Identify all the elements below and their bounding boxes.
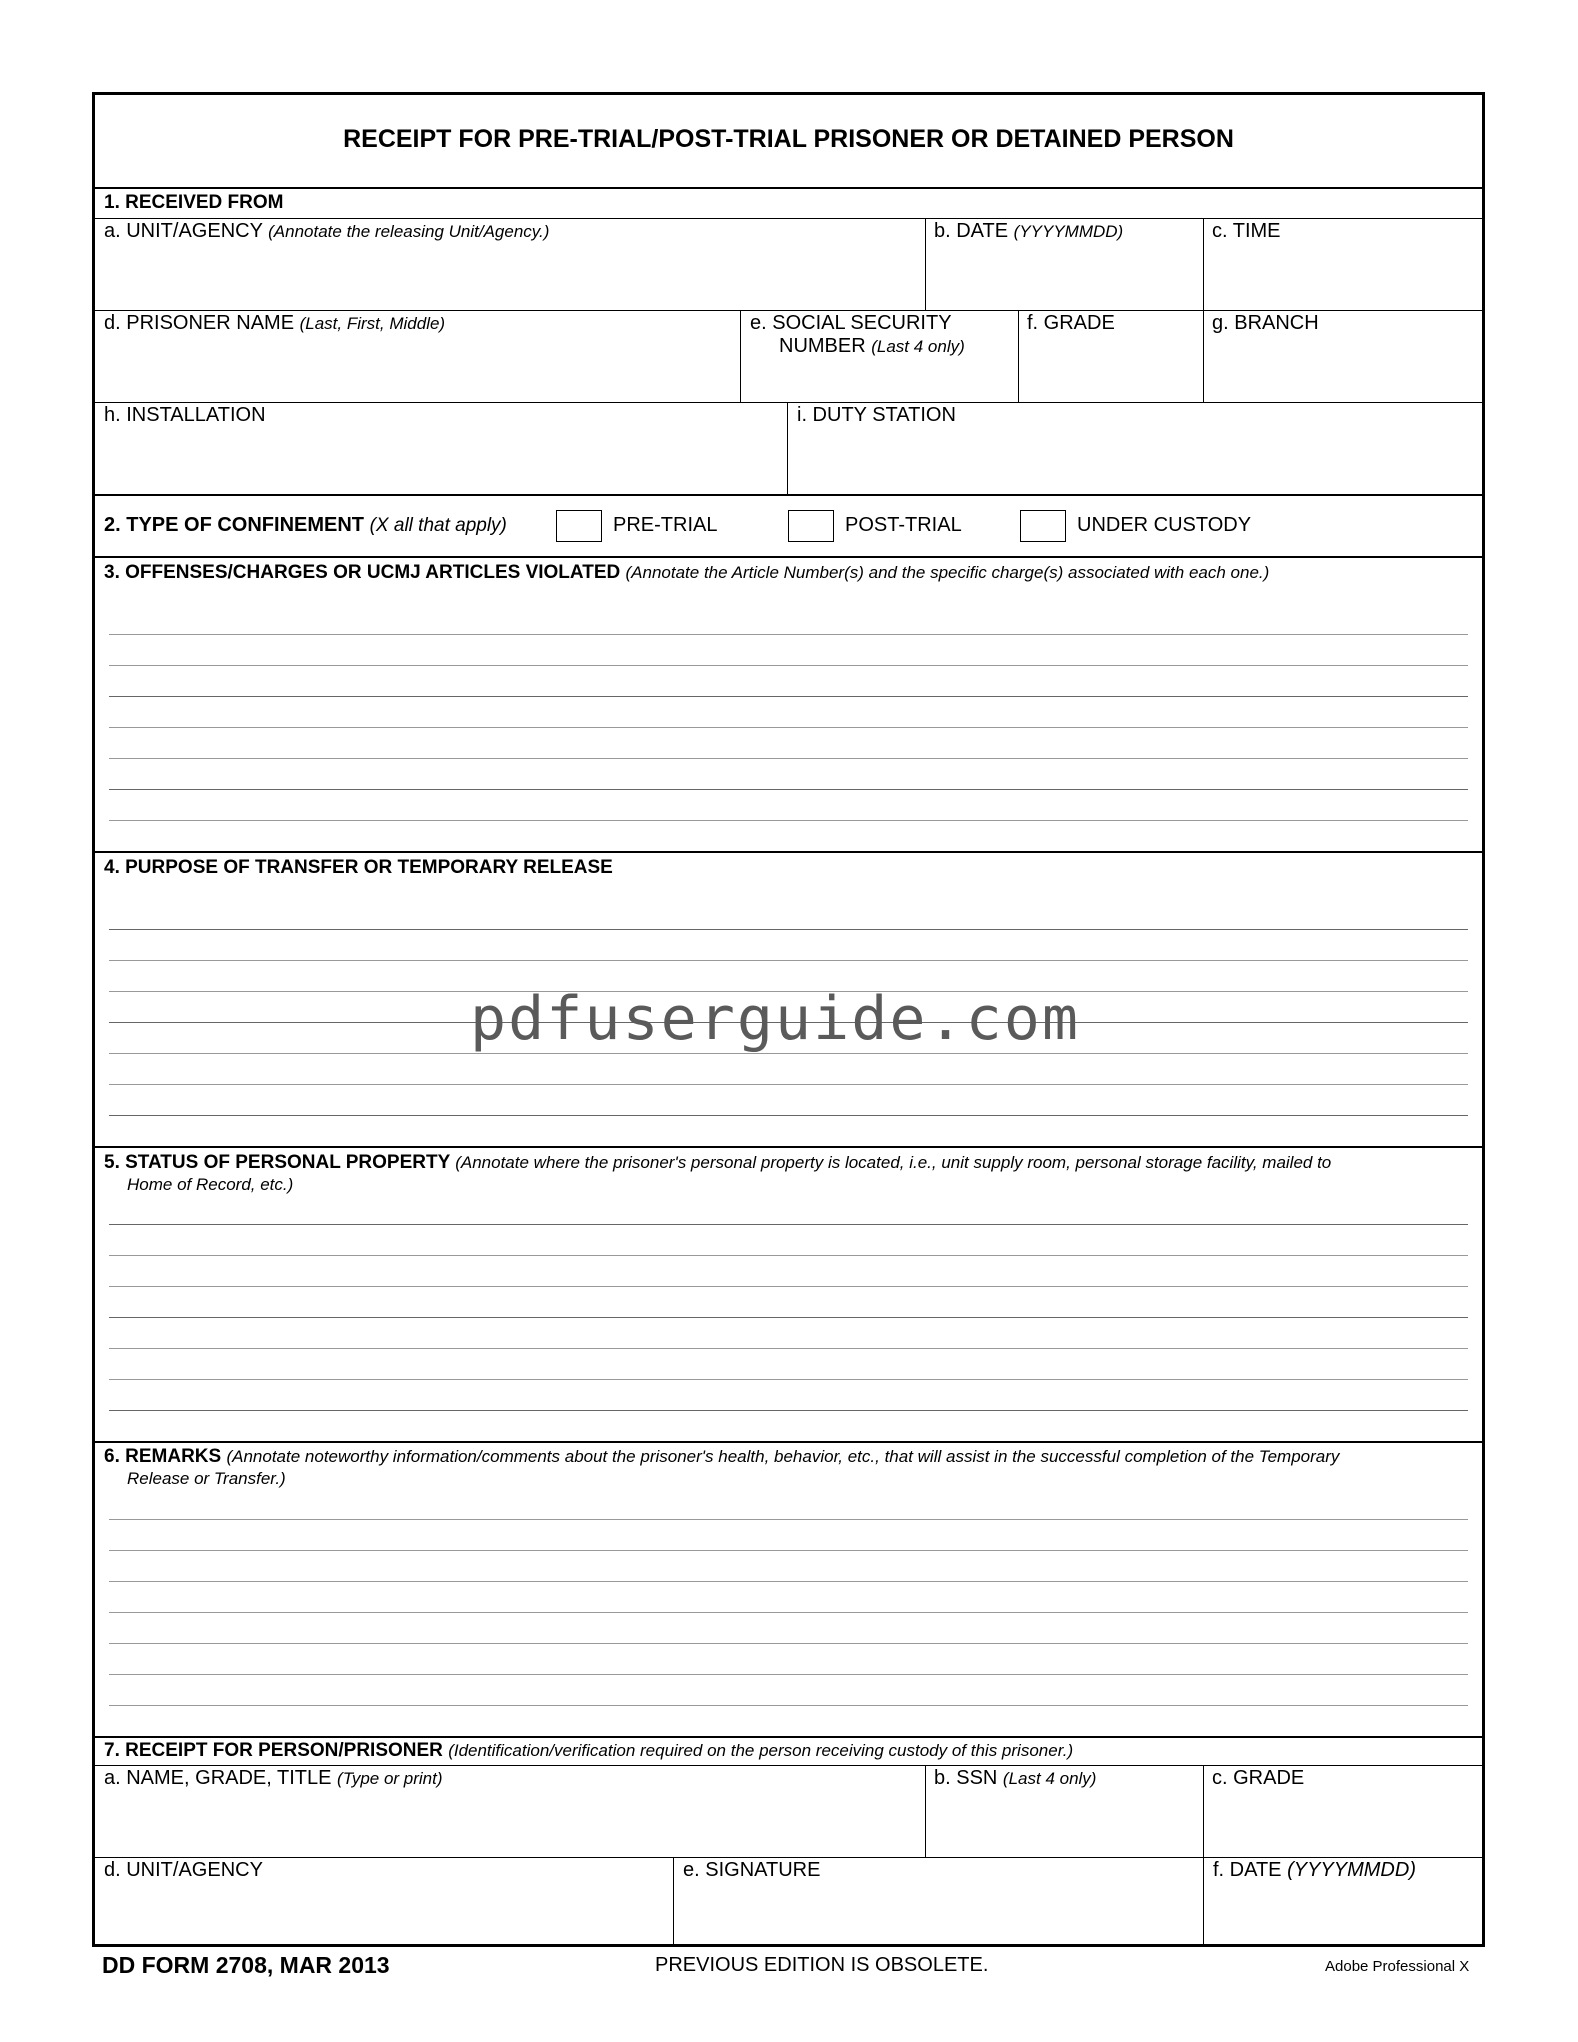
form-id: DD FORM 2708, MAR 2013 xyxy=(102,1952,390,1978)
software-note: Adobe Professional X xyxy=(1325,1958,1470,1975)
writing-line xyxy=(109,696,1468,697)
divider xyxy=(787,402,788,494)
writing-line xyxy=(109,634,1468,635)
divider xyxy=(1203,1765,1204,1947)
divider xyxy=(925,1765,926,1857)
section-6-heading xyxy=(104,1446,1339,1468)
divider xyxy=(95,402,1482,403)
writing-line xyxy=(109,820,1468,821)
writing-line xyxy=(109,1410,1468,1411)
divider xyxy=(95,851,1482,853)
property-hint-continued: Home of Record, etc.) xyxy=(127,1175,294,1194)
writing-line xyxy=(109,1084,1468,1085)
duty-station-field[interactable]: i. DUTY STATION xyxy=(797,404,956,426)
writing-line xyxy=(109,1550,1468,1551)
offenses-heading: 3. OFFENSES/CHARGES OR UCMJ ARTICLES VIOLATED xyxy=(104,562,621,583)
writing-line xyxy=(109,789,1468,790)
remarks-hint-continued: Release or Transfer.) xyxy=(127,1469,286,1488)
divider xyxy=(95,1441,1482,1443)
property-heading: 5. STATUS OF PERSONAL PROPERTY xyxy=(104,1152,450,1173)
divider xyxy=(95,1857,1482,1858)
receipt-date-field[interactable] xyxy=(1213,1859,1416,1882)
prisoner-name-label: d. PRISONER NAME xyxy=(104,312,295,334)
receiver-name-field[interactable] xyxy=(104,1767,443,1790)
under-custody-checkbox[interactable] xyxy=(1020,510,1066,542)
section-1-heading: 1. RECEIVED FROM xyxy=(104,192,284,213)
receiver-grade-field[interactable]: c. GRADE xyxy=(1212,1767,1305,1789)
writing-line xyxy=(109,1705,1468,1706)
remarks-heading: 6. REMARKS xyxy=(104,1446,222,1467)
divider xyxy=(95,1736,1482,1738)
receiver-ssn-label: b. SSN xyxy=(934,1767,998,1789)
under-custody-label: UNDER CUSTODY xyxy=(1077,514,1252,536)
receipt-heading: 7. RECEIPT FOR PERSON/PRISONER xyxy=(104,1740,443,1761)
divider xyxy=(95,494,1482,496)
receiver-ssn-field[interactable] xyxy=(934,1767,1096,1790)
watermark-text: pdfuserguide.com xyxy=(470,984,1080,1054)
writing-line xyxy=(109,929,1468,930)
receipt-date-hint: (YYYYMMDD) xyxy=(1287,1859,1416,1881)
receipt-hint: (Identification/verification required on the person receiving custody of this prisoner.) xyxy=(448,1741,1074,1760)
date-field[interactable] xyxy=(934,220,1123,243)
ssn-field[interactable] xyxy=(750,312,965,358)
divider xyxy=(95,218,1482,219)
confinement-hint: (X all that apply) xyxy=(369,515,507,536)
writing-line xyxy=(109,1519,1468,1520)
writing-line xyxy=(109,960,1468,961)
writing-line xyxy=(109,1348,1468,1349)
date-hint: (YYYYMMDD) xyxy=(1013,222,1124,241)
section-7-heading xyxy=(104,1740,1073,1762)
writing-line xyxy=(109,758,1468,759)
receiver-ssn-hint: (Last 4 only) xyxy=(1002,1769,1097,1788)
post-trial-checkbox[interactable] xyxy=(788,510,834,542)
writing-line xyxy=(109,665,1468,666)
receipt-date-label: f. DATE xyxy=(1213,1859,1282,1881)
divider xyxy=(95,556,1482,558)
property-hint: (Annotate where the prisoner's personal property is located, i.e., unit supply room, personal storage facility, mailed to xyxy=(455,1153,1332,1172)
section-3-heading xyxy=(104,562,1269,584)
unit-agency-field[interactable] xyxy=(104,220,549,243)
writing-line xyxy=(109,1643,1468,1644)
post-trial-label: POST-TRIAL xyxy=(845,514,962,536)
divider xyxy=(95,310,1482,311)
ssn-label: e. SOCIAL SECURITY xyxy=(750,312,952,334)
writing-line xyxy=(109,1581,1468,1582)
writing-line xyxy=(109,1612,1468,1613)
divider xyxy=(1018,310,1019,402)
time-field[interactable]: c. TIME xyxy=(1212,220,1281,242)
divider xyxy=(925,218,926,310)
receiver-unit-field[interactable]: d. UNIT/AGENCY xyxy=(104,1859,263,1881)
receiver-name-hint: (Type or print) xyxy=(337,1769,443,1788)
writing-line xyxy=(109,1317,1468,1318)
ssn-label-2: NUMBER xyxy=(779,335,866,357)
pre-trial-checkbox[interactable] xyxy=(556,510,602,542)
form-title: RECEIPT FOR PRE-TRIAL/POST-TRIAL PRISONER OR DETAINED PERSON xyxy=(343,125,1234,153)
unit-agency-hint: (Annotate the releasing Unit/Agency.) xyxy=(268,222,550,241)
writing-line xyxy=(109,1379,1468,1380)
pre-trial-label: PRE-TRIAL xyxy=(613,514,718,536)
divider xyxy=(673,1857,674,1947)
writing-line xyxy=(109,1224,1468,1225)
grade-field[interactable]: f. GRADE xyxy=(1027,312,1115,334)
writing-line xyxy=(109,1255,1468,1256)
writing-line xyxy=(109,1286,1468,1287)
writing-line xyxy=(109,1674,1468,1675)
date-label: b. DATE xyxy=(934,220,1009,242)
offenses-hint: (Annotate the Article Number(s) and the specific charge(s) associated with each one.) xyxy=(625,563,1270,582)
prisoner-name-hint: (Last, First, Middle) xyxy=(299,314,446,333)
divider xyxy=(740,310,741,402)
divider xyxy=(95,1765,1482,1766)
divider xyxy=(95,187,1482,189)
unit-agency-label: a. UNIT/AGENCY xyxy=(104,220,263,242)
receiver-name-label: a. NAME, GRADE, TITLE xyxy=(104,1767,332,1789)
branch-field[interactable]: g. BRANCH xyxy=(1212,312,1319,334)
section-5-heading xyxy=(104,1152,1331,1174)
writing-line xyxy=(109,1115,1468,1116)
section-2-heading xyxy=(104,514,507,537)
signature-field[interactable]: e. SIGNATURE xyxy=(683,1859,821,1881)
installation-field[interactable]: h. INSTALLATION xyxy=(104,404,266,426)
edition-note: PREVIOUS EDITION IS OBSOLETE. xyxy=(655,1954,989,1976)
prisoner-name-field[interactable] xyxy=(104,312,445,335)
writing-line xyxy=(109,727,1468,728)
divider xyxy=(95,1146,1482,1148)
section-4-heading: 4. PURPOSE OF TRANSFER OR TEMPORARY RELEASE xyxy=(104,857,613,878)
confinement-heading: 2. TYPE OF CONFINEMENT xyxy=(104,514,365,536)
remarks-hint: (Annotate noteworthy information/comments about the prisoner's health, behavior, etc., that will assist in the successful completion of the Temporary xyxy=(226,1447,1340,1466)
ssn-hint: (Last 4 only) xyxy=(871,337,965,356)
